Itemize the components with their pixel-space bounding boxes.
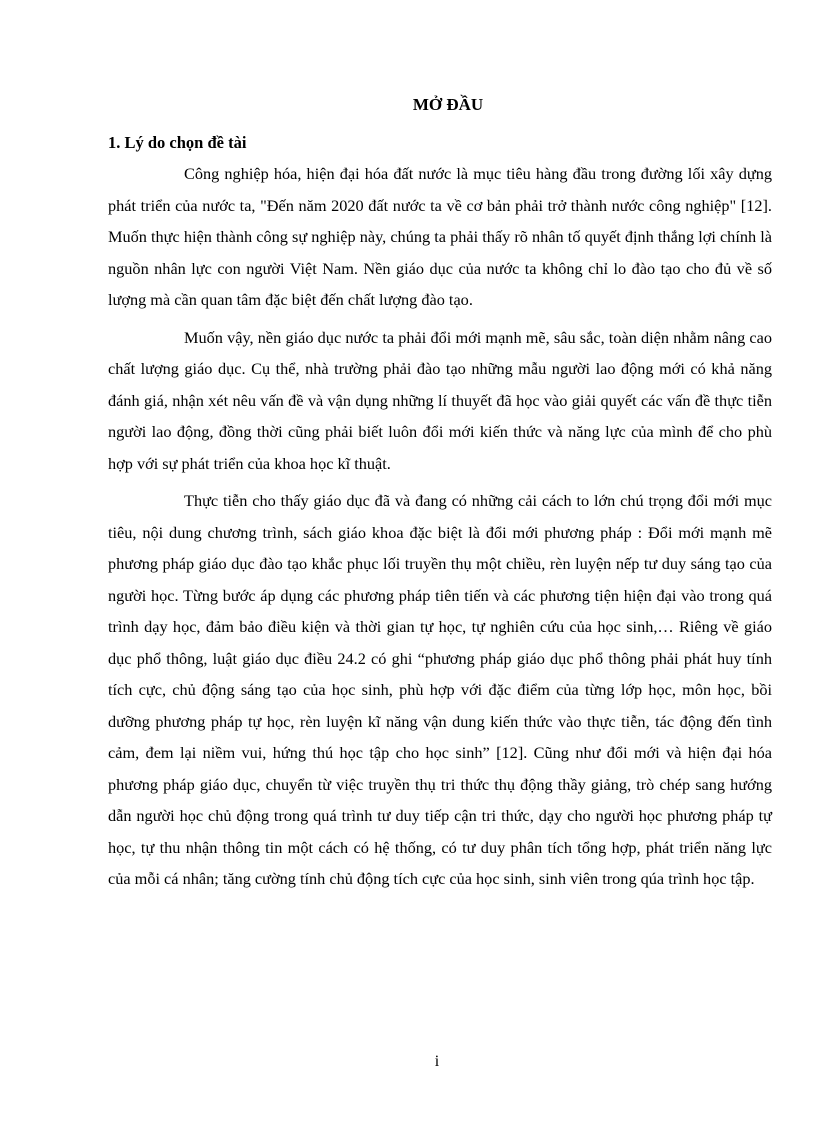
paragraph-3: Thực tiễn cho thấy giáo dục đã và đang có những cải cách to lớn chú trọng đổi mới mục tiêu, nội dung chương trình, sách giáo khoa đặc biệt là đổi mới phương pháp : Đổi mới mạnh mẽ phương pháp giáo dục đào tạo khắc phục lối truyền thụ một chiều, rèn luyện nếp tư duy sáng tạo của người học. Từng bước áp dụng các phương pháp tiên tiến và các phương tiện hiện đại vào trong quá trình dạy học, đảm bảo điều kiện và thời gian tự học, tự nghiên cứu của học sinh,… Riêng về giáo dục phổ thông, luật giáo dục điều 24.2 có ghi “phương pháp giáo dục phổ thông phải phát huy tính tích cực, chủ động sáng tạo của học sinh, phù hợp với đặc điểm của từng lớp học, môn học, bồi dưỡng phương pháp tự học, rèn luyện kĩ năng vận dung kiến thức vào thực tiễn, tác động đến tình cảm, đem lại niềm vui, hứng thú học tập cho học sinh” [12]. Cũng như đổi mới và hiện đại hóa phương pháp giáo dục, chuyển từ việc truyền thụ tri thức thụ động thầy giảng, trò chép sang hướng dẫn người học chủ động trong quá trình tư duy tiếp cận tri thức, dạy cho người học phương pháp tự học, tự thu nhận thông tin một cách có hệ thống, có tư duy phân tích tổng hợp, phát triển năng lực của mỗi cá nhân; tăng cường tính chủ động tích cực của học sinh, sinh viên trong qúa trình học tập. — [108, 491, 772, 888]
page-title: MỞ ĐẦU — [412, 95, 484, 114]
document-page — [108, 92, 772, 901]
section-heading: 1. Lý do chọn đề tài — [108, 133, 247, 152]
paragraph-1: Công nghiệp hóa, hiện đại hóa đất nước là mục tiêu hàng đầu trong đường lối xây dựng phát triển của nước ta, "Đến năm 2020 đất nước ta về cơ bản phải trở thành nước công nghiệp" [12]. Muốn thực hiện thành công sự nghiệp này, chúng ta phải thấy rõ nhân tố quyết định thắng lợi chính là nguồn nhân lực con người Việt Nam. Nền giáo dục của nước ta không chỉ lo đào tạo cho đủ về số lượng mà cần quan tâm đặc biệt đến chất lượng đào tạo. — [108, 164, 772, 309]
page-number: i — [434, 1053, 440, 1070]
paragraph-2: Muốn vậy, nền giáo dục nước ta phải đổi mới mạnh mẽ, sâu sắc, toàn diện nhằm nâng cao chất lượng giáo dục. Cụ thể, nhà trường phải đào tạo những mẫu người lao động mới có khả năng đánh giá, nhận xét nêu vấn đề và vận dụng những lí thuyết đã học vào giải quyết các vấn đề thực tiễn người lao động, đồng thời cũng phải biết luôn đổi mới kiến thức và năng lực của mình để cho phù hợp với sự phát triển của khoa học kĩ thuật. — [108, 327, 772, 473]
